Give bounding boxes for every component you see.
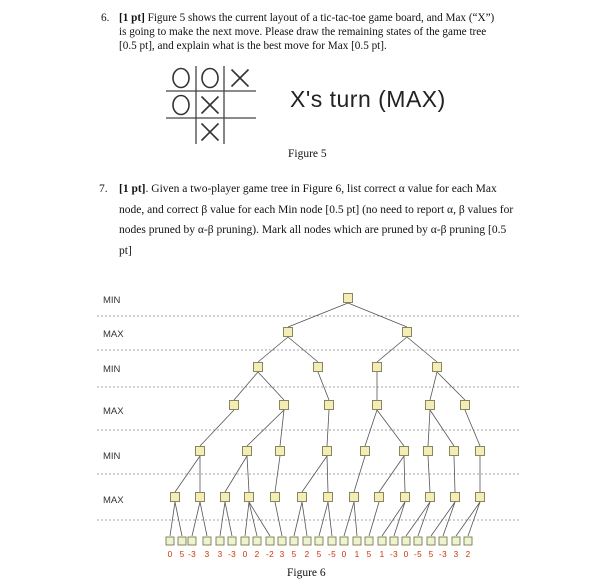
leaf-value: 3 [217, 550, 223, 559]
tree-edge [200, 502, 207, 536]
leaf-value: -3 [390, 550, 398, 559]
tree-edge [200, 410, 234, 446]
tree-node-min [323, 447, 332, 456]
leaf-value: -2 [266, 550, 274, 559]
tree-leaf-node [203, 537, 211, 545]
tree-edge [407, 337, 437, 362]
tree-edge [175, 502, 182, 536]
figure-6-caption: Figure 6 [287, 567, 326, 579]
tree-leaf-node [315, 537, 323, 545]
question-6-points: [1 pt] [119, 12, 145, 24]
tree-leaf-node [253, 537, 261, 545]
tree-edge [354, 502, 357, 536]
tree-edge [443, 502, 455, 536]
leaf-value: 3 [279, 550, 285, 559]
leaf-value: -5 [328, 550, 336, 559]
tree-edge [258, 372, 284, 400]
tree-node-min [424, 447, 433, 456]
tree-edge [249, 502, 257, 536]
leaf-value: 0 [242, 550, 248, 559]
leaf-value: -5 [414, 550, 422, 559]
tree-leaf-node [266, 537, 274, 545]
leaf-value: 0 [341, 550, 347, 559]
tree-edge [247, 410, 284, 446]
tree-edge [365, 410, 377, 446]
tree-edge [344, 502, 354, 536]
tree-node-min [373, 363, 382, 372]
tree-edge [418, 502, 430, 536]
tree-node-max [324, 493, 333, 502]
tree-node-max [298, 493, 307, 502]
leaf-value: 1 [354, 550, 360, 559]
leaf-value: 1 [379, 550, 385, 559]
leaf-value: 2 [304, 550, 310, 559]
leaf-value: 5 [428, 550, 434, 559]
tree-edge [348, 303, 407, 327]
tree-leaf-node [439, 537, 447, 545]
tree-edge [294, 502, 302, 536]
tree-leaf-node [452, 537, 460, 545]
tree-edge [369, 502, 379, 536]
tree-edge [454, 456, 455, 492]
tree-node-min [400, 447, 409, 456]
leaf-value: -3 [439, 550, 447, 559]
tree-edge [404, 456, 405, 492]
tree-edge [280, 410, 284, 446]
tree-edge [406, 502, 430, 536]
leaf-value: -3 [228, 550, 236, 559]
leaf-value: 0 [167, 550, 173, 559]
tree-leaf-node [340, 537, 348, 545]
tree-leaf-node [353, 537, 361, 545]
leaf-value: 5 [366, 550, 372, 559]
tree-edge [327, 410, 329, 446]
tree-node-max [426, 493, 435, 502]
tree-edge [234, 372, 258, 400]
tree-node-min [196, 447, 205, 456]
tree-edge [377, 410, 404, 446]
tree-node-min [276, 447, 285, 456]
tree-edge [327, 456, 328, 492]
level-label-max: MAX [103, 406, 124, 417]
leaf-value: 3 [204, 550, 210, 559]
tree-node-min [243, 447, 252, 456]
tree-leaf-node [228, 537, 236, 545]
figure-5-caption: Figure 5 [288, 148, 327, 160]
turn-label: X's turn (MAX) [290, 86, 446, 112]
tree-leaf-node [166, 537, 174, 545]
question-7-number: 7. [99, 183, 108, 195]
tree-edge [192, 502, 200, 536]
tree-edge [377, 337, 407, 362]
tree-edge [170, 502, 175, 536]
tree-node-max [451, 493, 460, 502]
tree-node-max [271, 493, 280, 502]
tree-node-max [284, 328, 293, 337]
leaf-value: 0 [403, 550, 409, 559]
tree-edge [249, 502, 270, 536]
tree-node-max [461, 401, 470, 410]
tree-node-min [433, 363, 442, 372]
tree-edge [302, 502, 307, 536]
tree-node-max [221, 493, 230, 502]
question-7-text: . Given a two-player game tree in Figure 6, list correct α value for each Max node, and correct β value for each Min node [0.5 pt] (no need to report α, β values for nodes pruned by α-β pruning). Mark all nodes which are pruned by α-β pruning [0.5 pt] [119, 183, 514, 257]
tree-edge [465, 410, 480, 446]
tree-edge [394, 502, 405, 536]
tree-node-max [280, 401, 289, 410]
tree-leaf-node [402, 537, 410, 545]
tree-node-min [254, 363, 263, 372]
leaf-value: 2 [465, 550, 471, 559]
level-label-min: MIN [103, 451, 121, 462]
tree-edge [275, 502, 282, 536]
tree-leaf-node [378, 537, 386, 545]
tree-edge [258, 337, 288, 362]
tree-edge [431, 502, 455, 536]
tree-leaf-node [328, 537, 336, 545]
tree-node-min [476, 447, 485, 456]
tree-leaf-node [216, 537, 224, 545]
question-7-points: [1 pt] [119, 183, 146, 195]
tree-node-min [344, 294, 353, 303]
question-6-text: Figure 5 shows the current layout of a tic-tac-toe game board, and Max (“X”) is going to make the next move. Please draw the remaining states of the game tree [0.5 pt], and explain what is the best move for Max [0.5 pt]. [119, 12, 495, 52]
tree-node-max [196, 493, 205, 502]
tree-edge [225, 502, 232, 536]
tree-edge [456, 502, 480, 536]
tree-leaf-node [464, 537, 472, 545]
tree-edge [275, 456, 280, 492]
tree-leaf-node [365, 537, 373, 545]
question-6-number: 6. [101, 12, 110, 24]
tree-edge [468, 502, 480, 536]
tree-node-min [361, 447, 370, 456]
tree-node-min [450, 447, 459, 456]
level-label-min: MIN [103, 364, 121, 375]
tree-node-max [245, 493, 254, 502]
leaf-value: 5 [179, 550, 185, 559]
tree-node-max [476, 493, 485, 502]
leaf-value: 5 [316, 550, 322, 559]
tree-edge [430, 410, 454, 446]
tree-leaf-node [178, 537, 186, 545]
tree-leaf-node [303, 537, 311, 545]
tree-edge [319, 502, 328, 536]
leaf-value: 3 [453, 550, 459, 559]
tree-edge [288, 337, 318, 362]
tree-edge [428, 410, 430, 446]
tree-node-max [350, 493, 359, 502]
tree-leaf-node [188, 537, 196, 545]
tree-leaf-node [427, 537, 435, 545]
tree-node-max [171, 493, 180, 502]
tree-edge [245, 502, 249, 536]
tree-edge [430, 372, 437, 400]
tree-node-max [403, 328, 412, 337]
tree-edge [220, 502, 225, 536]
tree-leaf-node [241, 537, 249, 545]
tree-edge [247, 456, 249, 492]
tree-leaf-node [290, 537, 298, 545]
tree-node-max [375, 493, 384, 502]
tree-edge [318, 372, 329, 400]
tree-edge [382, 502, 405, 536]
leaf-value: 2 [254, 550, 260, 559]
tree-node-max [401, 493, 410, 502]
tree-node-max [373, 401, 382, 410]
tree-edge [354, 456, 365, 492]
leaf-value: -3 [188, 550, 196, 559]
tree-edge [225, 456, 247, 492]
tree-node-min [314, 363, 323, 372]
tree-edge [328, 502, 332, 536]
tree-leaf-node [390, 537, 398, 545]
tree-node-max [325, 401, 334, 410]
tree-node-max [230, 401, 239, 410]
level-label-min: MIN [103, 295, 121, 306]
tree-leaf-node [278, 537, 286, 545]
tree-node-max [426, 401, 435, 410]
leaf-value: 5 [291, 550, 297, 559]
tree-edge [288, 303, 348, 327]
tree-leaf-node [414, 537, 422, 545]
tree-edge [437, 372, 465, 400]
level-label-max: MAX [103, 495, 124, 506]
level-label-max: MAX [103, 329, 124, 340]
